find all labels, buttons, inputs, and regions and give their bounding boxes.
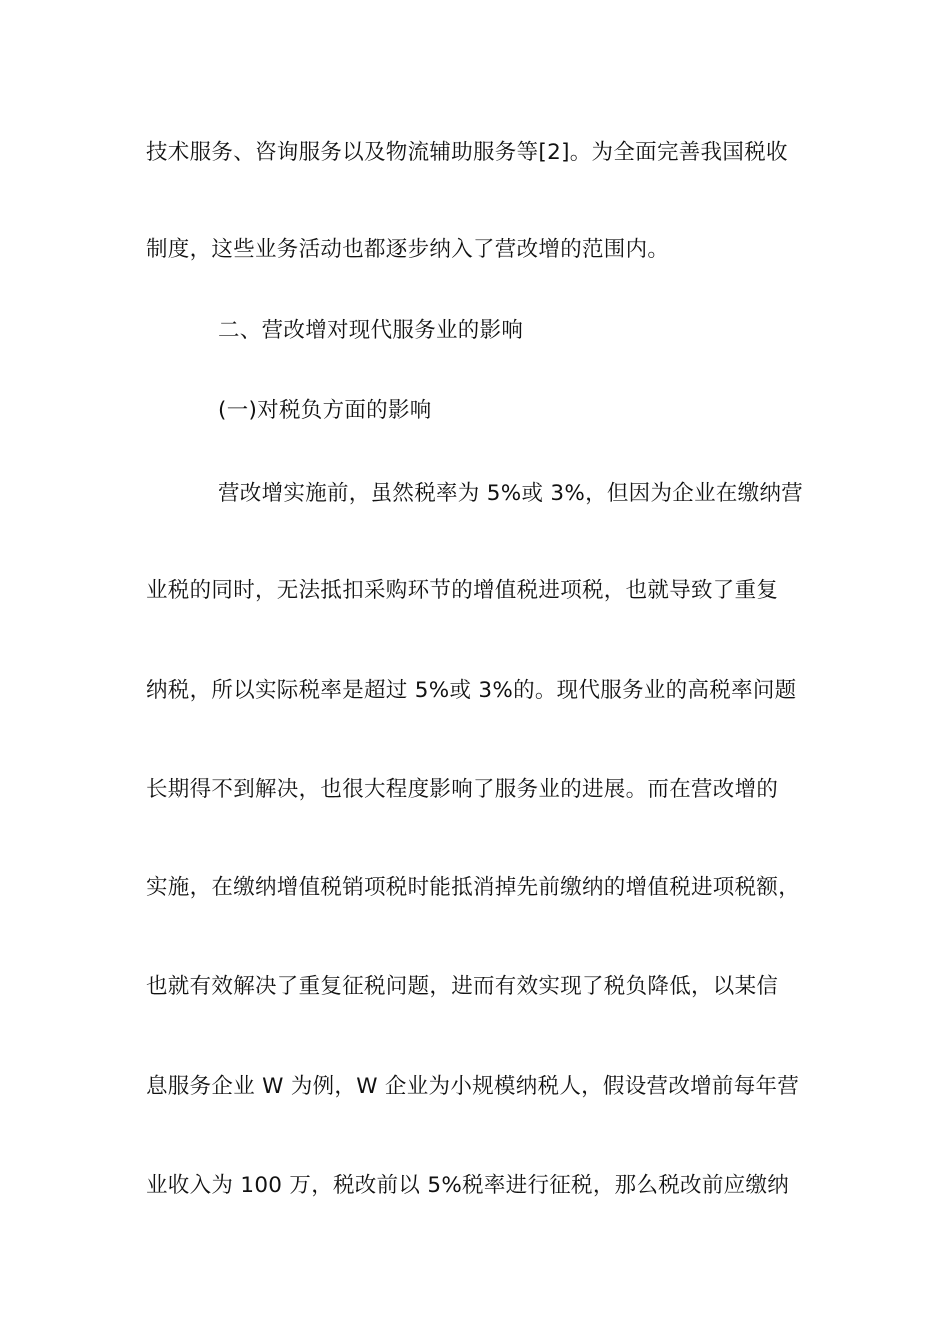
paragraph-line-2: 制度，这些业务活动也都逐步纳入了营改增的范围内。 xyxy=(146,237,670,262)
paragraph-line-3: 业税的同时，无法抵扣采购环节的增值税进项税，也就导致了重复 xyxy=(146,578,779,603)
paragraph-line-1: 技术服务、咨询服务以及物流辅助服务等[2]。为全面完善我国税收 xyxy=(146,140,788,165)
section-heading: 二、营改增对现代服务业的影响 xyxy=(218,318,524,343)
paragraph-line-8: 息服务企业 W 为例，W 企业为小规模纳税人，假设营改增前每年营 xyxy=(146,1074,800,1099)
subsection-heading: (一)对税负方面的影响 xyxy=(218,398,432,423)
paragraph-line-9: 业收入为 100 万，税改前以 5%税率进行征税，那么税改前应缴纳 xyxy=(146,1173,790,1198)
paragraph-line-4: 纳税，所以实际税率是超过 5%或 3%的。现代服务业的高税率问题 xyxy=(146,678,797,703)
paragraph-line-5: 长期得不到解决，也很大程度影响了服务业的进展。而在营改增的 xyxy=(146,777,779,802)
paragraph-line-first: 营改增实施前，虽然税率为 5%或 3%，但因为企业在缴纳营 xyxy=(218,481,804,506)
paragraph-line-7: 也就有效解决了重复征税问题，进而有效实现了税负降低，以某信 xyxy=(146,974,779,999)
paragraph-line-6: 实施，在缴纳增值税销项税时能抵消掉先前缴纳的增值税进项税额， xyxy=(146,875,801,900)
